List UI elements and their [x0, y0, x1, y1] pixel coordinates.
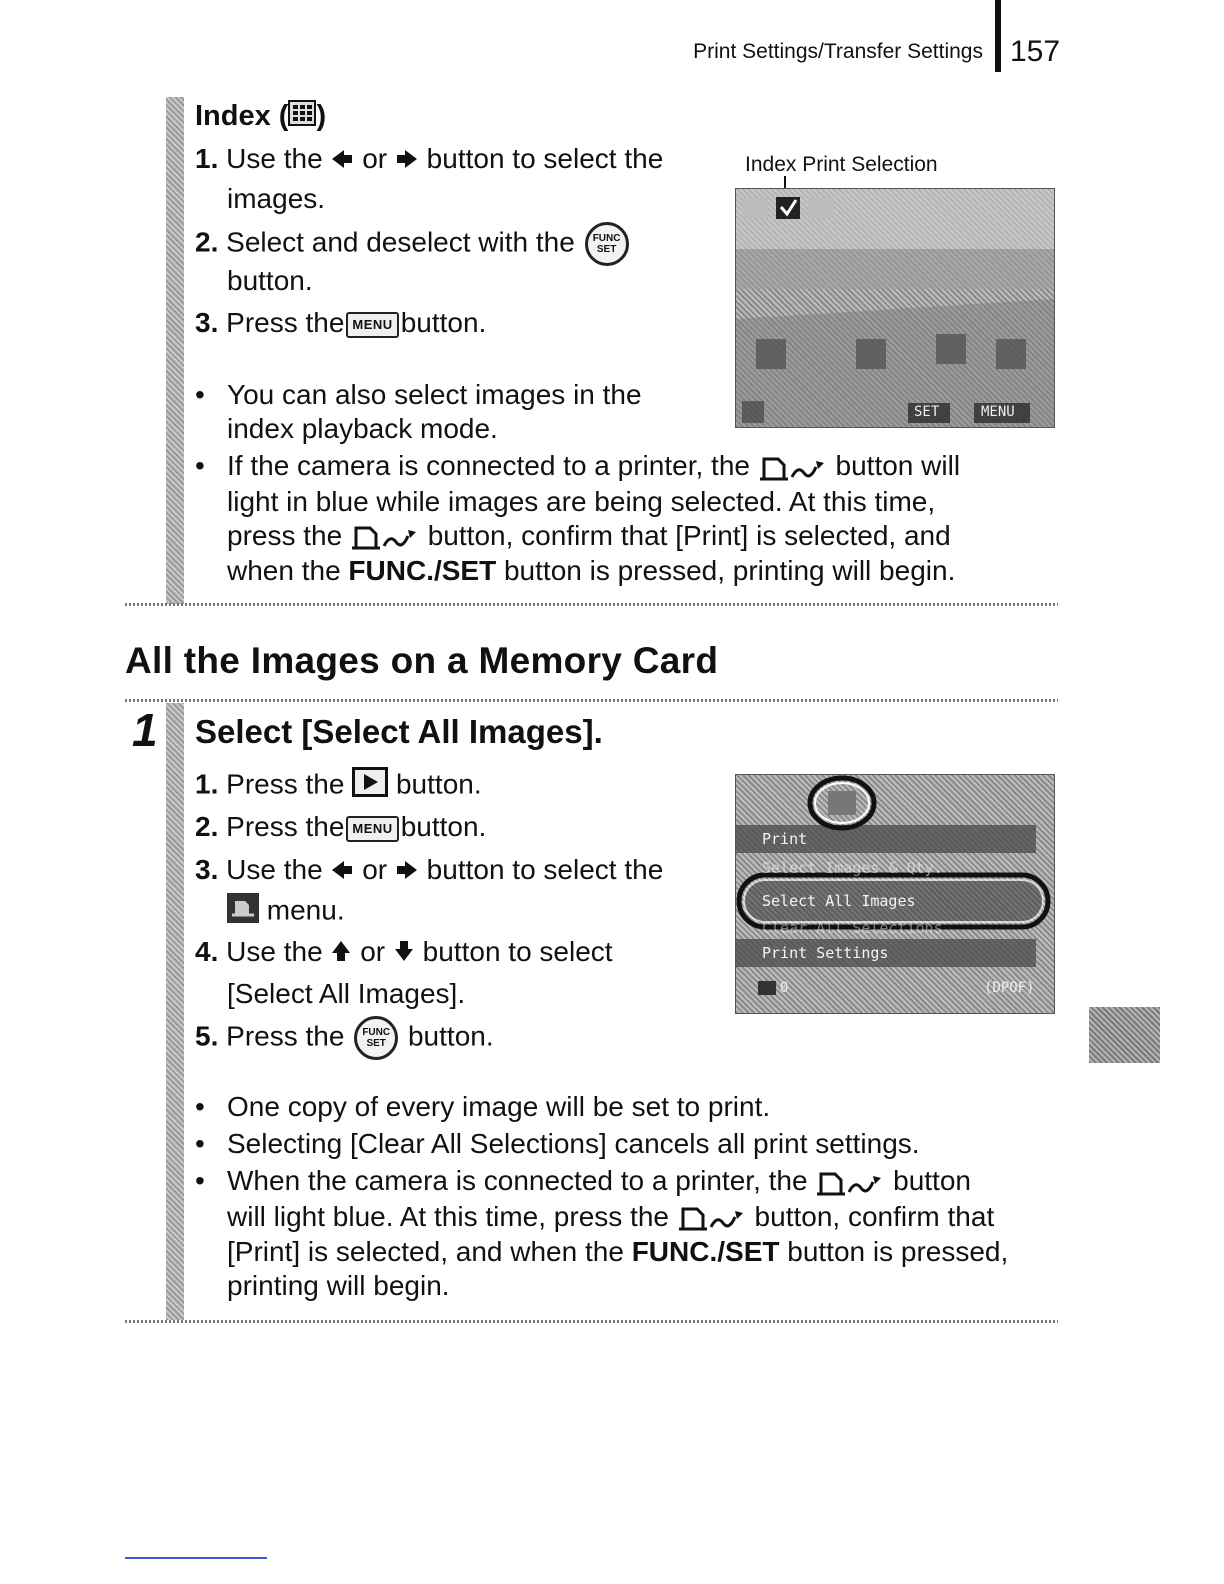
step-number: 2.	[195, 226, 219, 258]
divider	[125, 1320, 1058, 1323]
index-print-screen	[735, 188, 1055, 428]
bullet-text: button is pressed, printing will begin.	[503, 555, 956, 587]
menu-item-print-settings[interactable]: Print Settings	[762, 944, 889, 962]
bullet-text: Selecting [Clear All Selections] cancels all print settings.	[227, 1128, 920, 1159]
index-step-2	[195, 222, 631, 266]
step-5	[195, 1016, 494, 1060]
step-number-large: 1	[132, 704, 158, 756]
bullet-text: [Print] is selected, and when the	[227, 1236, 624, 1268]
menu-button-icon: MENU	[346, 312, 398, 338]
menu-footer-dpof: (DPOF)	[984, 980, 1035, 996]
bullet-mark: •	[195, 1128, 205, 1159]
step-text: button to select the	[426, 854, 664, 885]
step-number: 1.	[195, 768, 219, 800]
menu-item-print[interactable]: Print	[762, 830, 808, 848]
index-step-2-cont: button.	[227, 265, 313, 296]
menu-button-icon: MENU	[346, 816, 398, 842]
index-title-close: )	[316, 100, 327, 132]
bullet-mark: •	[195, 1091, 205, 1122]
menu-footer-count: 0	[780, 980, 789, 996]
step-bullet-1	[195, 1090, 771, 1124]
screen-menu-label: MENU	[981, 404, 1015, 420]
bullet-text: You can also select images in the	[227, 379, 642, 410]
step-number: 4.	[195, 936, 219, 967]
header-divider	[995, 0, 1001, 72]
step-text: button.	[400, 811, 487, 842]
down-arrow-icon	[393, 937, 415, 971]
step-text: or	[362, 854, 388, 885]
func-set-button-icon: FUNC SET	[585, 222, 629, 266]
bullet-text: button is pressed,	[787, 1236, 1009, 1268]
bullet-text: button, confirm that [Print] is selected, and	[427, 519, 951, 551]
step-text: or	[360, 936, 386, 967]
step-text: menu.	[266, 894, 345, 926]
bullet-text: If the camera is connected to a printer, the	[227, 450, 750, 481]
divider	[125, 603, 1058, 606]
bullet-text: When the camera is connected to a printer, the	[227, 1165, 808, 1196]
step-text: button.	[395, 768, 482, 800]
step-bullet-3	[195, 1164, 1067, 1303]
step-text: button.	[400, 307, 487, 338]
index-bullet-1	[195, 378, 642, 446]
screen-set-label: SET	[914, 404, 940, 420]
divider	[125, 699, 1058, 702]
print-menu-screen	[735, 774, 1055, 1014]
step-text: Use the	[226, 143, 323, 174]
bullet-mark: •	[195, 1165, 205, 1196]
page-number: 157	[1010, 35, 1061, 68]
chapter-tab	[1089, 1007, 1160, 1063]
step-4	[195, 935, 613, 971]
bullet-mark: •	[195, 379, 205, 410]
bullet-text: button	[893, 1165, 971, 1196]
menu-item-select-all-images[interactable]: Select All Images	[762, 892, 916, 910]
step-block-bar	[166, 703, 184, 1320]
up-arrow-icon	[330, 937, 352, 971]
step-number: 5.	[195, 1020, 219, 1052]
index-title	[195, 100, 326, 134]
step-text: button.	[407, 1020, 494, 1052]
step-text: Select and deselect with the	[226, 226, 575, 258]
step-1	[195, 767, 482, 805]
index-step-3	[195, 306, 486, 340]
bullet-text: index playback mode.	[227, 413, 498, 444]
menu-item-clear-all-selections[interactable]: Clear All Selections	[762, 919, 943, 937]
step-number: 2.	[195, 811, 219, 842]
footer-rule	[125, 1557, 267, 1559]
index-title-text: Index (	[195, 100, 289, 132]
step-text: Press the	[226, 811, 345, 842]
step-text: or	[362, 143, 388, 174]
index-step-1	[195, 142, 663, 178]
figure-caption: Index Print Selection	[745, 153, 938, 176]
step-number: 3.	[195, 307, 219, 338]
step-text: button to select	[422, 936, 613, 967]
bullet-text: press the	[227, 519, 343, 551]
running-header: Print Settings/Transfer Settings	[693, 40, 983, 63]
bullet-text: light in blue while images are being selected. At this time,	[227, 485, 936, 517]
left-arrow-icon	[330, 144, 354, 178]
step-text: Use the	[226, 936, 323, 967]
step-text: Press the	[226, 768, 345, 800]
print-share-icon	[677, 1201, 747, 1235]
section-title: All the Images on a Memory Card	[125, 640, 719, 681]
step-3-cont	[227, 893, 345, 931]
print-share-icon	[815, 1166, 885, 1200]
right-arrow-icon	[395, 144, 419, 178]
step-bullet-2	[195, 1127, 920, 1161]
print-share-icon	[758, 451, 828, 485]
step-number: 3.	[195, 854, 219, 885]
print-menu-icon	[227, 893, 259, 931]
step-title: Select [Select All Images].	[195, 713, 603, 750]
bullet-text: One copy of every image will be set to print.	[227, 1091, 771, 1122]
step-4-cont: [Select All Images].	[227, 978, 466, 1009]
index-grid-icon	[288, 100, 316, 134]
step-2	[195, 810, 486, 844]
bullet-bold-text: FUNC./SET	[348, 555, 497, 587]
bullet-text: button, confirm that	[754, 1200, 995, 1232]
left-arrow-icon	[330, 855, 354, 889]
menu-item-select-images-qty[interactable]: Select Images & Qty.	[762, 859, 943, 877]
bullet-text: button will	[835, 450, 961, 481]
bullet-mark: •	[195, 450, 205, 481]
print-share-icon	[350, 520, 420, 554]
func-set-button-icon: FUNC SET	[354, 1016, 398, 1060]
bullet-text: printing will begin.	[227, 1270, 450, 1302]
bullet-text: when the	[227, 555, 341, 587]
step-text: Use the	[226, 854, 323, 885]
playback-icon	[352, 767, 388, 805]
bullet-bold-text: FUNC./SET	[631, 1236, 780, 1268]
step-text: Press the	[226, 307, 345, 338]
right-arrow-icon	[395, 855, 419, 889]
step-text: Press the	[226, 1020, 345, 1052]
step-3	[195, 853, 663, 889]
image-count-icon	[758, 981, 776, 995]
step-number: 1.	[195, 143, 219, 174]
index-step-1-cont: images.	[227, 183, 326, 214]
bullet-text: will light blue. At this time, press the	[227, 1200, 669, 1232]
index-block-bar	[166, 97, 184, 604]
index-bullet-2	[195, 449, 1067, 588]
step-text: button to select the	[426, 143, 664, 174]
